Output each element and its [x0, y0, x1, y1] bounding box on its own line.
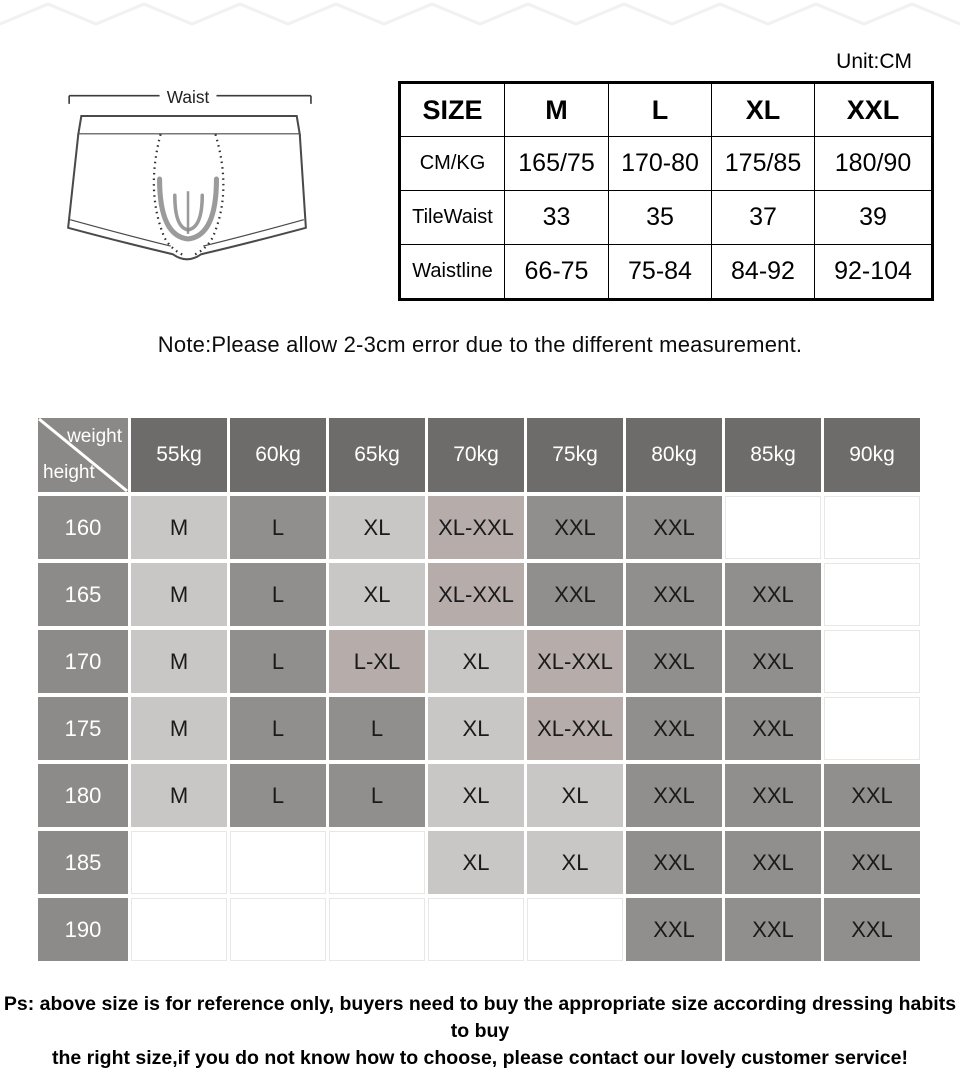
matrix-weight-header: 65kg [329, 418, 425, 492]
size-value-cell: 84-92 [712, 245, 815, 300]
matrix-size-cell: XXL [626, 764, 722, 827]
matrix-size-cell: XL-XXL [428, 563, 524, 626]
matrix-size-cell: XXL [725, 563, 821, 626]
matrix-empty-cell [329, 898, 425, 961]
matrix-weight-header: 90kg [824, 418, 920, 492]
corner-height-label: height [43, 462, 95, 483]
matrix-size-cell: XXL [725, 764, 821, 827]
matrix-height-header: 165 [38, 563, 128, 626]
matrix-weight-header: 80kg [626, 418, 722, 492]
matrix-size-cell: L [329, 764, 425, 827]
matrix-height-header: 185 [38, 831, 128, 894]
matrix-weight-header: 70kg [428, 418, 524, 492]
size-table-row [400, 245, 933, 300]
size-value-cell: 175/85 [712, 137, 815, 191]
matrix-size-cell: M [131, 630, 227, 693]
matrix-size-cell: XXL [824, 764, 920, 827]
size-table-header-row [400, 83, 933, 137]
matrix-empty-cell [131, 831, 227, 894]
matrix-size-cell: L [230, 697, 326, 760]
matrix-empty-cell [428, 898, 524, 961]
matrix-size-cell: XXL [626, 563, 722, 626]
size-value-cell: 92-104 [815, 245, 933, 300]
matrix-weight-header: 85kg [725, 418, 821, 492]
top-watermark-pattern [0, 0, 960, 30]
size-value-cell: 75-84 [609, 245, 712, 300]
size-row-label: CM/KG [400, 137, 505, 191]
measurement-note: Note:Please allow 2-3cm error due to the different measurement. [157, 332, 803, 357]
size-col-header: XXL [815, 83, 933, 137]
matrix-empty-cell [329, 831, 425, 894]
matrix-weight-header: 60kg [230, 418, 326, 492]
matrix-size-cell: XXL [824, 898, 920, 961]
matrix-size-cell: M [131, 697, 227, 760]
matrix-empty-cell [230, 831, 326, 894]
matrix-size-cell: XXL [725, 697, 821, 760]
matrix-size-cell: XXL [725, 898, 821, 961]
matrix-empty-cell [230, 898, 326, 961]
waistband-shape [78, 116, 299, 134]
matrix-size-cell: XXL [527, 563, 623, 626]
matrix-size-cell: XXL [626, 496, 722, 559]
matrix-empty-cell [824, 563, 920, 626]
matrix-size-cell: XXL [626, 630, 722, 693]
matrix-height-header: 160 [38, 496, 128, 559]
size-col-header: XL [712, 83, 815, 137]
matrix-size-cell: XXL [824, 831, 920, 894]
size-table-row [400, 137, 933, 191]
matrix-weight-header: 75kg [527, 418, 623, 492]
matrix-size-cell: XXL [725, 630, 821, 693]
matrix-size-cell: XL-XXL [428, 496, 524, 559]
matrix-height-header: 175 [38, 697, 128, 760]
matrix-size-cell: XL [428, 831, 524, 894]
footer-line-2: the right size,if you do not know how to choose, please contact our lovely customer service! [51, 1047, 908, 1069]
size-row-label: TileWaist [400, 191, 505, 245]
matrix-size-cell: M [131, 764, 227, 827]
waist-label: Waist [166, 86, 210, 107]
size-table-body [400, 137, 933, 300]
size-value-cell: 33 [505, 191, 609, 245]
matrix-size-cell: L [329, 697, 425, 760]
size-table-head [400, 83, 933, 137]
matrix-height-header: 180 [38, 764, 128, 827]
matrix-height-header: 190 [38, 898, 128, 961]
matrix-empty-cell [824, 496, 920, 559]
matrix-size-cell: XL [428, 764, 524, 827]
size-value-cell: 35 [609, 191, 712, 245]
size-value-cell: 37 [712, 191, 815, 245]
size-value-cell: 39 [815, 191, 933, 245]
matrix-empty-cell [824, 630, 920, 693]
boxer-illustration [60, 84, 314, 270]
corner-weight-label: weight [67, 426, 122, 447]
matrix-empty-cell [527, 898, 623, 961]
matrix-size-cell: L [230, 764, 326, 827]
matrix-size-cell: XXL [725, 831, 821, 894]
size-col-header: SIZE [400, 83, 505, 137]
matrix-size-cell: L [230, 496, 326, 559]
height-weight-matrix [38, 418, 920, 961]
matrix-size-cell: XL [428, 630, 524, 693]
footer-disclaimer [0, 991, 960, 1072]
matrix-size-cell: XL-XXL [527, 630, 623, 693]
size-value-cell: 180/90 [815, 137, 933, 191]
matrix-empty-cell [131, 898, 227, 961]
size-col-header: M [505, 83, 609, 137]
matrix-size-cell: XL [527, 831, 623, 894]
matrix-size-cell: XXL [527, 496, 623, 559]
matrix-size-cell: XL [428, 697, 524, 760]
matrix-empty-cell [824, 697, 920, 760]
unit-label: Unit:CM [836, 50, 912, 73]
size-row-label: Waistline [400, 245, 505, 300]
boxer-drawing-svg [60, 84, 314, 270]
matrix-weight-header: 55kg [131, 418, 227, 492]
matrix-size-cell: XXL [626, 831, 722, 894]
matrix-size-cell: XL [329, 496, 425, 559]
size-table-row [400, 191, 933, 245]
matrix-height-header: 170 [38, 630, 128, 693]
matrix-size-cell: XXL [626, 697, 722, 760]
matrix-size-cell: XXL [626, 898, 722, 961]
matrix-size-cell: L [230, 630, 326, 693]
matrix-size-cell: M [131, 496, 227, 559]
size-col-header: L [609, 83, 712, 137]
matrix-size-cell: L-XL [329, 630, 425, 693]
size-value-cell: 66-75 [505, 245, 609, 300]
size-value-cell: 170-80 [609, 137, 712, 191]
size-table [398, 81, 934, 301]
matrix-empty-cell [725, 496, 821, 559]
matrix-size-cell: L [230, 563, 326, 626]
footer-line-1: Ps: above size is for reference only, buyers need to buy the appropriate size according dressing habits to buy [3, 993, 957, 1042]
size-value-cell: 165/75 [505, 137, 609, 191]
matrix-size-cell: XL [329, 563, 425, 626]
matrix-size-cell: XL [527, 764, 623, 827]
matrix-size-cell: M [131, 563, 227, 626]
matrix-corner-cell [38, 418, 128, 492]
matrix-size-cell: XL-XXL [527, 697, 623, 760]
